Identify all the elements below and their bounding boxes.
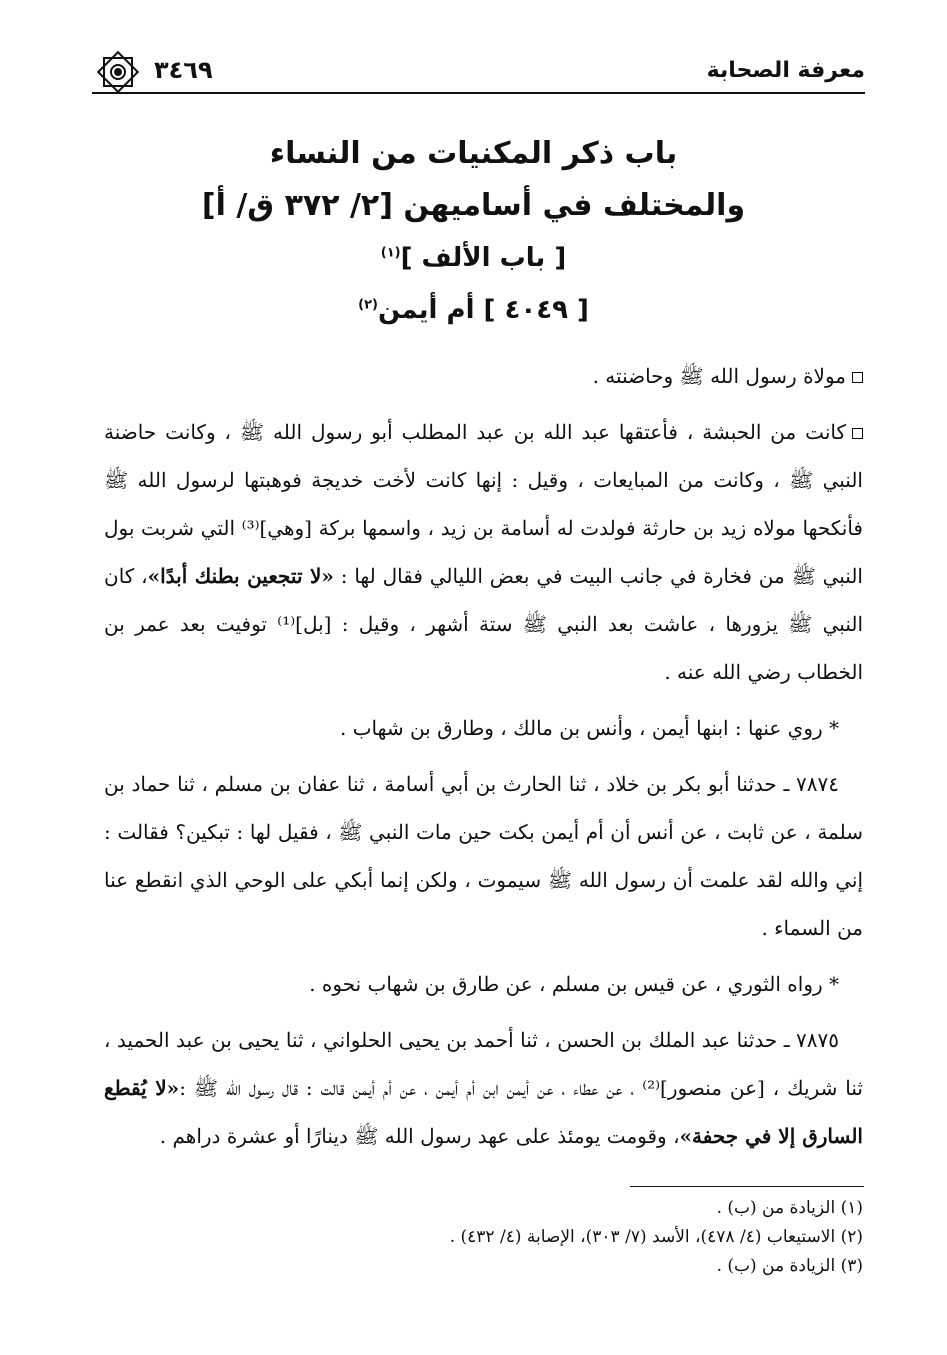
paragraph-text: ، كان النبي ﷺ يزورها ، عاشت بعد النبي ﷺ ستة أشهر ، وقيل : [بل]⁽¹⁾ توفيت بعد عمر بن الخطاب رضي الله عنه .: [104, 564, 864, 684]
page-number: ٣٤٦٩: [154, 56, 213, 84]
footnote-ref: (١): [380, 245, 401, 261]
section-title-text: [ باب الألف ]: [400, 243, 567, 273]
square-bullet-icon: [852, 428, 863, 439]
section-title: [0, 232, 947, 284]
entry-title: [0, 284, 947, 336]
entry-title-text: [ ٤٠٤٩ ] أم أيمن: [377, 295, 589, 325]
paragraph: [104, 1016, 863, 1160]
paragraph: ٧٨٧٤ ـ حدثنا أبو بكر بن خلاد ، ثنا الحارث بن أبي أسامة ، ثنا عفان بن مسلم ، ثنا حماد بن سلمة ، عن ثابت ، عن أنس أن أم أيمن بكت حين مات النبي ﷺ ، فقيل لها : تبكين؟ فقالت : إني والله لقد علمت أن رسول الله ﷺ سيموت ، ولكن إنما أبكي على الوحي الذي انقطع عنا من السماء .: [104, 772, 863, 940]
footnote: (٣) الزيادة من (ب) .: [716, 1256, 863, 1276]
running-title: معرفة الصحابة: [706, 58, 865, 83]
chapter-title: باب ذكر المكنيات من النساء: [269, 136, 678, 171]
paragraph: * روي عنها : ابنها أيمن ، وأنس بن مالك ، وطارق بن شهاب .: [339, 716, 839, 740]
footnote: (١) الزيادة من (ب) .: [716, 1198, 863, 1218]
paragraph-text: مولاة رسول الله ﷺ وحاضنته .: [592, 364, 846, 388]
square-bullet-icon: [852, 372, 863, 383]
chapter-subtitle: والمختلف في أساميهن [٢/ ٣٧٢ ق/ أ]: [201, 188, 746, 223]
paragraph-text: كانت من الحبشة ، فأعتقها عبد الله بن عبد المطلب أبو رسول الله ﷺ ، وكانت حاضنة النبي ﷺ ، وكانت من المبايعات ، وقيل : إنها كانت لأخت خديجة فوهبتها لرسول الله ﷺ فأنكحها مولاه زيد بن حارثة فولدت له أسامة بن زيد ، واسمها بركة [وهي]⁽³⁾ التي شربت بول النبي ﷺ من فخارة في جانب البيت في بعض الليالي فقال لها :: [104, 420, 863, 588]
hadith-quote: «لا تتجعين بطنك أبدًا»: [147, 564, 334, 588]
header-rule: [92, 92, 865, 94]
footnote-rule: [630, 1186, 864, 1187]
paragraph: * رواه الثوري ، عن قيس بن مسلم ، عن طارق بن شهاب نحوه .: [309, 972, 839, 996]
page-header: [92, 52, 865, 92]
star-ornament-icon: [92, 46, 144, 98]
body-text: [104, 352, 863, 1168]
paragraph-text: ٧٨٧٥ ـ حدثنا عبد الملك بن الحسن ، ثنا أحمد بن يحيى الحلواني ، ثنا يحيى بن عبد الحميد ، ثنا شريك ، [عن منصور]⁽²⁾ ، عن عطاء ، عن أيمن ابن أم أيمن ، عن أم أيمن قالت : قال رسول الله ﷺ :: [104, 1028, 863, 1100]
paragraph: [104, 352, 863, 400]
footnote: (٢) الاستيعاب (٤/ ٤٧٨)، الأسد (٧/ ٣٠٣)، الإصابة (٤/ ٤٣٢) .: [449, 1227, 863, 1247]
hadith-quote: «لا يُقطع السارق إلا في جحفة»: [104, 1076, 863, 1148]
chapter-headings: [0, 128, 947, 336]
footnotes: [104, 1194, 863, 1281]
paragraph: [104, 408, 863, 696]
paragraph-text: ، وقومت يومئذ على عهد رسول الله ﷺ دينارًا أو عشرة دراهم .: [159, 1124, 680, 1148]
footnote-ref: (٢): [358, 297, 378, 313]
